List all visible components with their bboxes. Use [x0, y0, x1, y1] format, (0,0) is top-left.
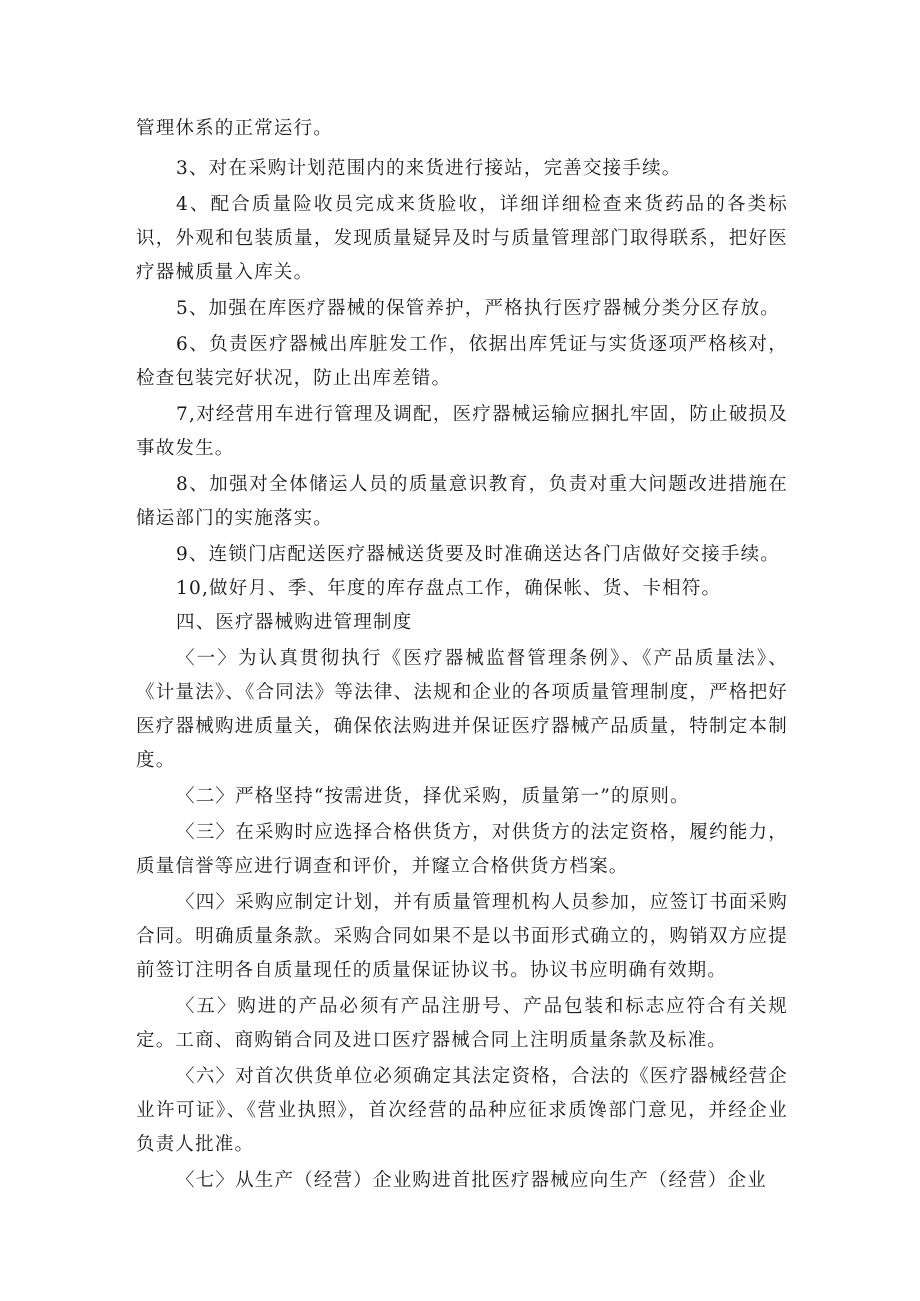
paragraph-9: 10,做好月、季、年度的库存盘点工作，确保帐、货、卡相符。 — [176, 578, 722, 599]
paragraph-5: 6、负责医疗器械出库脏发工作，依据出库凭证与实货逐项严格核对，检查包装完好状况，防止出库差错。 — [136, 334, 788, 389]
paragraph-4: 5、加强在库医疗器械的保管养护，严格执行医疗器械分类分区存放。 — [176, 298, 780, 319]
paragraph-2: 3、对在采购计划范围内的来货进行接站，完善交接手续。 — [176, 158, 682, 179]
paragraph-13: 〈四〉采购应制定计划，并有质量管理机构人员参加，应签订书面采购合同。明确质量条款。采购合同如果不是以书面形式确立的，购销双方应提前签订注明各自质量现任的质量保证协议书。协议书应明确有效期。 — [136, 892, 788, 981]
paragraph-15: 〈六〉对首次供货单位必须确定其法定资格，合法的《医疗器械经营企业许可证》、《营业执照》，首次经营的品种应征求质馋部门意见，并经企业负责人批准。 — [136, 1066, 788, 1155]
paragraph-12: 〈三〉在采购时应选择合格供货方，对供货方的法定资格，履约能力，质量信誉等应进行调查和评价，并窿立合格供货方档案。 — [136, 822, 788, 877]
section-heading: 四、医疗器械购进管理制度 — [176, 612, 413, 633]
document-page — [136, 112, 788, 1198]
paragraph-14: 〈五〉购进的产品必须有产品注册号、产品包装和标志应符合有关规定。工商、商购销合同及进口医疗器械合同上注明质量条款及标准。 — [136, 996, 788, 1051]
paragraph-16: 〈七〉从生产（经营）企业购进首批医疗器械应向生产（经营）企业 — [176, 1170, 768, 1191]
paragraph-11: 〈二〉严格坚持“按需进货，择优采购，质量第一”的原则。 — [176, 786, 690, 807]
paragraph-1: 管理休系的正常运行。 — [136, 118, 334, 139]
paragraph-10: 〈一〉为认真贯彻执行《医疗器械监督管理条例》、《产品质量法》、《计量法》、《合同法》等法律、法规和企业的各项质量管理制度，严格把好医疗器械购进质量关，确保依法购进并保证医疗器械产品质量，特制定本制度。 — [136, 648, 788, 771]
paragraph-6: 7,对经营用车进行管理及调配，医疗器械运输应捆扎牢固，防止破损及事故发生。 — [136, 404, 788, 459]
paragraph-3: 4、配合质量险收员完成来货脸收，详细详细检查来货药品的各类标识，外观和包装质量，发现质量疑异及时与质量管理部门取得联系，把好医疗器械质量入库关。 — [136, 194, 788, 283]
paragraph-7: 8、加强对全体储运人员的质量意识教育，负责对重大问题改进措施在储运部门的实施落实。 — [136, 474, 788, 529]
paragraph-8: 9、连锁门店配送医疗器械送货要及时准确送达各门店做好交接手续。 — [176, 544, 780, 565]
